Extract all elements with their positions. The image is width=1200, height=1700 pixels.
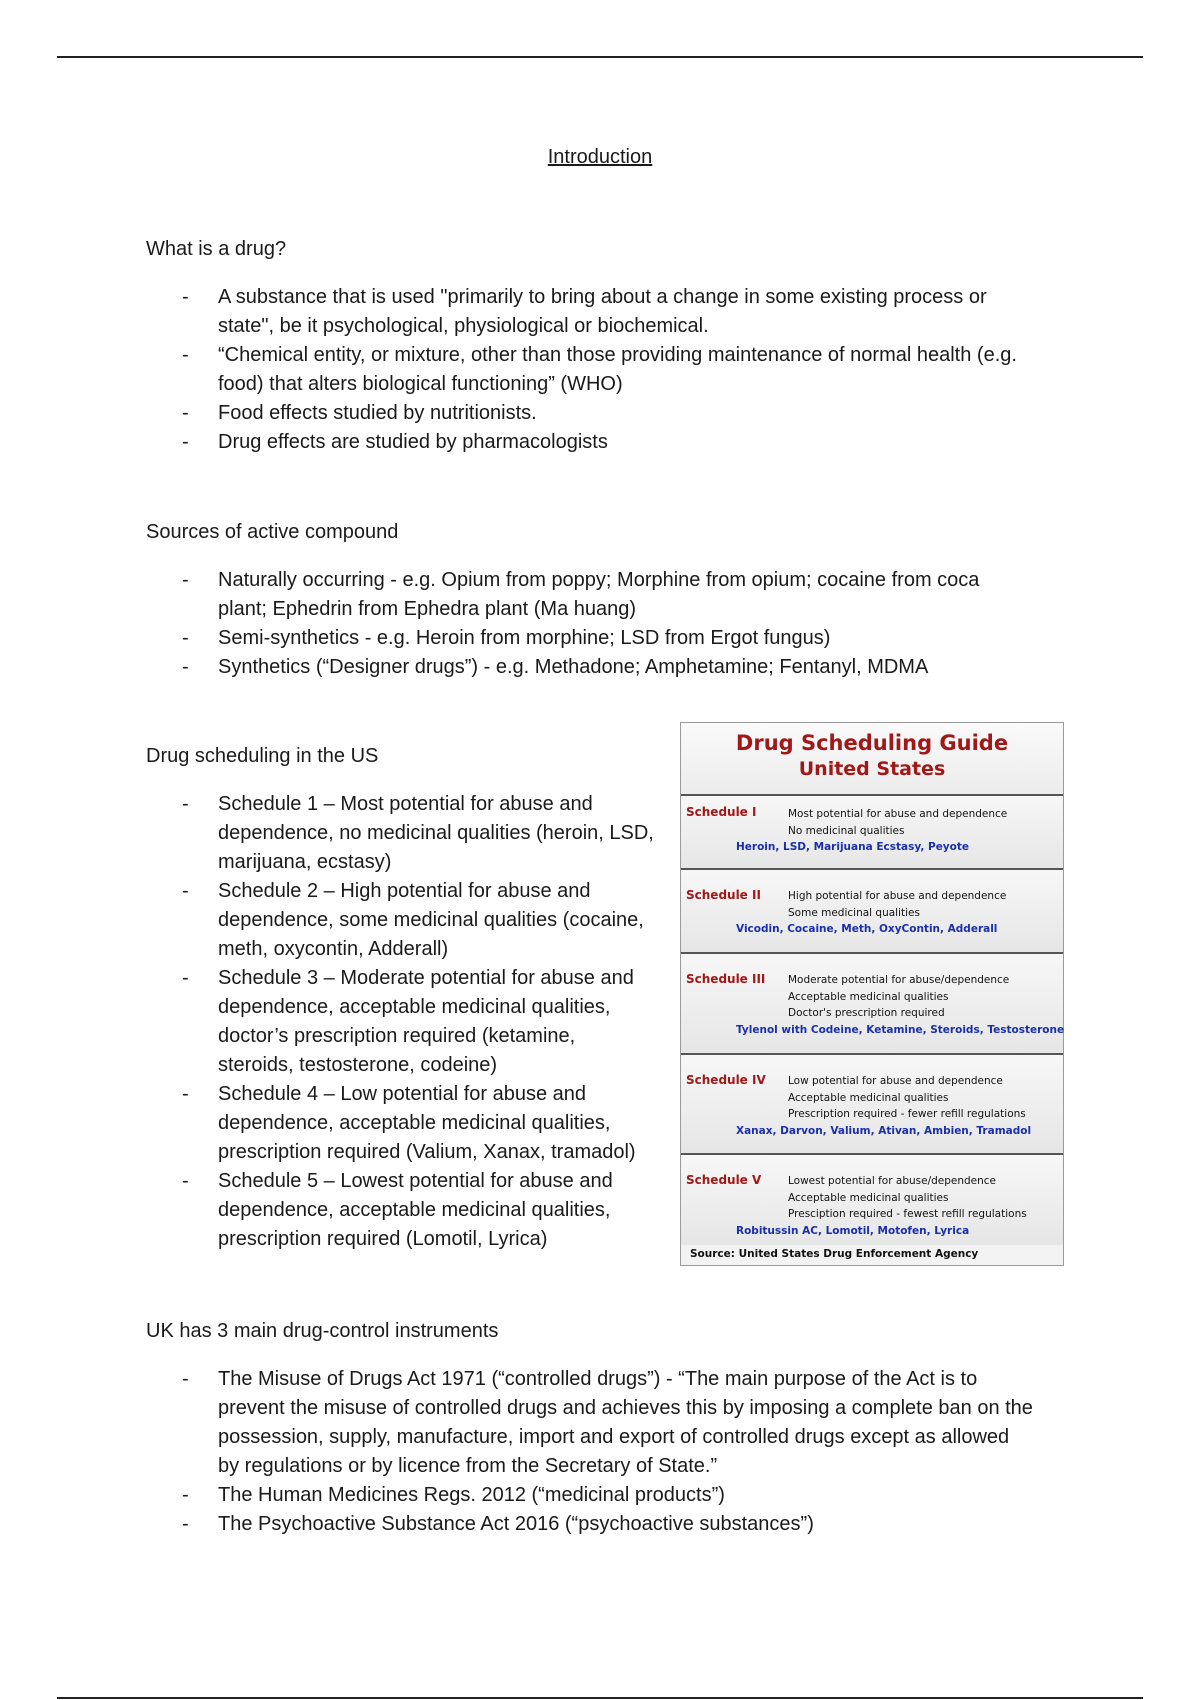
list-us-scheduling	[146, 790, 686, 1254]
schedule-5-row	[681, 1155, 1063, 1245]
list-item: - Schedule 3 – Moderate potential for abuse and dependence, acceptable medicinal qualities, doctor’s prescription required (ketamine, steroids, testosterone, codeine)	[146, 964, 686, 1080]
list-item: - Food effects studied by nutritionists.	[146, 399, 1066, 428]
schedule-1-row	[681, 796, 1063, 870]
list-item: - “Chemical entity, or mixture, other than those providing maintenance of normal health (e.g. food) that alters biological functioning” (WHO)	[146, 341, 1066, 399]
schedule-name: Schedule II	[686, 888, 761, 902]
heading-sources: Sources of active compound	[146, 521, 399, 543]
list-what-is-drug	[146, 283, 1066, 457]
list-item: - Schedule 4 – Low potential for abuse and dependence, acceptable medicinal qualities, prescription required (Valium, Xanax, tramadol)	[146, 1080, 686, 1167]
list-uk-instruments	[146, 1365, 1066, 1539]
schedule-examples: Tylenol with Codeine, Ketamine, Steroids, Testosterone	[736, 1023, 1065, 1036]
schedule-2-row	[681, 870, 1063, 954]
footer-rule	[57, 1697, 1143, 1699]
schedule-name: Schedule III	[686, 972, 766, 986]
list-item: - Naturally occurring - e.g. Opium from poppy; Morphine from opium; cocaine from coca plant; Ephedrin from Ephedra plant (Ma huang)	[146, 566, 1066, 624]
schedule-description: High potential for abuse and dependence Some medicinal qualities Vicodin, Cocaine, Meth, OxyContin, Adderall	[788, 888, 1006, 938]
list-item: - Drug effects are studied by pharmacologists	[146, 428, 1066, 457]
guide-title: Drug Scheduling Guide	[735, 731, 1009, 755]
list-item: - Schedule 5 – Lowest potential for abuse and dependence, acceptable medicinal qualities, prescription required (Lomotil, Lyrica)	[146, 1167, 686, 1254]
guide-source: Source: United States Drug Enforcement Agency	[690, 1248, 979, 1260]
schedule-description: Moderate potential for abuse/dependence Acceptable medicinal qualities Doctor's prescription required Tylenol with Codeine, Ketamine, Steroids, Testosterone	[788, 972, 1064, 1038]
schedule-name: Schedule V	[686, 1173, 762, 1187]
schedule-description: Lowest potential for abuse/dependence Acceptable medicinal qualities Presciption required - fewest refill regulations Robitussin AC, Lomotil, Motofen, Lyrica	[788, 1173, 1027, 1239]
schedule-examples: Vicodin, Cocaine, Meth, OxyContin, Adderall	[736, 923, 998, 935]
schedule-examples: Xanax, Darvon, Valium, Ativan, Ambien, Tramadol	[736, 1124, 1032, 1137]
list-item: - The Human Medicines Regs. 2012 (“medicinal products”)	[146, 1481, 1066, 1510]
list-item: - The Misuse of Drugs Act 1971 (“controlled drugs”) - “The main purpose of the Act is to prevent the misuse of controlled drugs and achieves this by imposing a complete ban on the possession, supply, manufacture, import and export of controlled drugs except as allowed by regulations or by licence from the Secretary of State.”	[146, 1365, 1066, 1481]
header-rule	[57, 56, 1143, 58]
schedule-description: Most potential for abuse and dependence No medicinal qualities Heroin, LSD, Marijuana Ecstasy, Peyote	[788, 806, 1007, 856]
list-item: - Schedule 2 – High potential for abuse and dependence, some medicinal qualities (cocaine, meth, oxycontin, Adderall)	[146, 877, 686, 964]
heading-us-scheduling: Drug scheduling in the US	[146, 745, 379, 767]
schedule-name: Schedule IV	[686, 1073, 766, 1087]
schedule-description: Low potential for abuse and dependence Acceptable medicinal qualities Prescription required - fewer refill regulations Xanax, Darvon, Valium, Ativan, Ambien, Tramadol	[788, 1073, 1031, 1139]
list-item: - Schedule 1 – Most potential for abuse and dependence, no medicinal qualities (heroin, LSD, marijuana, ecstasy)	[146, 790, 686, 877]
list-item: - Semi-synthetics - e.g. Heroin from morphine; LSD from Ergot fungus)	[146, 624, 1066, 653]
list-sources	[146, 566, 1066, 682]
heading-what-is-drug: What is a drug?	[146, 238, 287, 260]
schedule-3-row	[681, 954, 1063, 1055]
schedule-name: Schedule I	[686, 805, 757, 819]
list-item: - The Psychoactive Substance Act 2016 (“psychoactive substances”)	[146, 1510, 1066, 1539]
schedule-4-row	[681, 1055, 1063, 1155]
list-item: - A substance that is used "primarily to bring about a change in some existing process or state", be it psychological, physiological or biochemical.	[146, 283, 1066, 341]
schedule-examples: Heroin, LSD, Marijuana Ecstasy, Peyote	[736, 841, 970, 853]
guide-header	[681, 723, 1063, 796]
schedule-examples: Robitussin AC, Lomotil, Motofen, Lyrica	[736, 1224, 970, 1237]
heading-uk-instruments: UK has 3 main drug-control instruments	[146, 1320, 499, 1342]
page-title: Introduction	[547, 146, 653, 168]
list-item: - Synthetics (“Designer drugs”) - e.g. Methadone; Amphetamine; Fentanyl, MDMA	[146, 653, 1066, 682]
guide-subtitle: United States	[798, 758, 946, 780]
drug-scheduling-guide-figure	[680, 722, 1064, 1266]
